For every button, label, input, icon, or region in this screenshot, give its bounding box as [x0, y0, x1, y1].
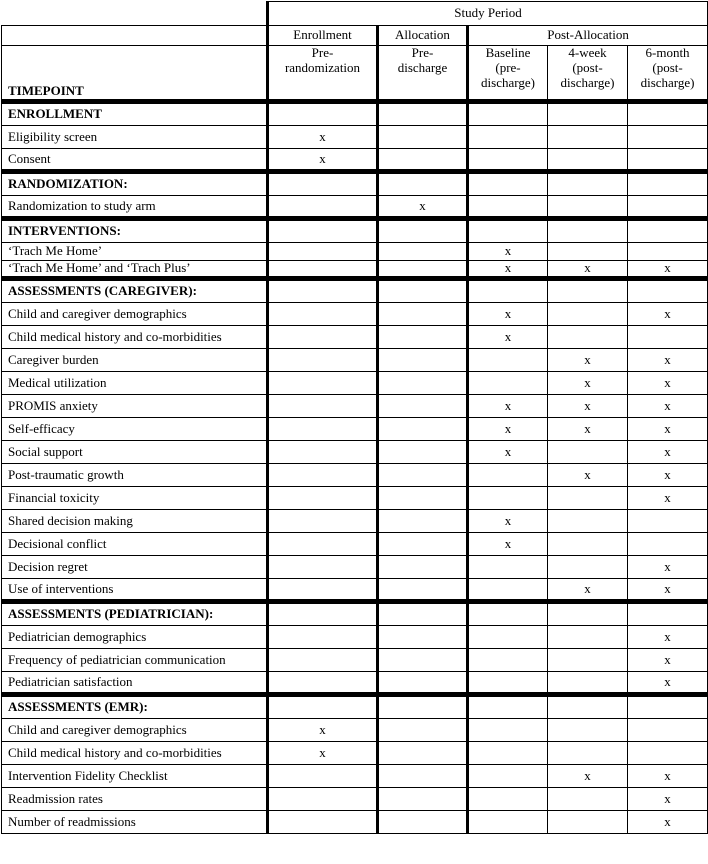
empty-cell	[548, 742, 628, 765]
empty-cell	[628, 279, 708, 303]
activity-label: Medical utilization	[2, 372, 268, 395]
empty-cell	[468, 196, 548, 219]
mark-baseline: x	[468, 261, 548, 279]
empty-cell	[268, 219, 378, 243]
activity-row	[2, 510, 708, 533]
activity-label: Self-efficacy	[2, 418, 268, 441]
empty-cell	[268, 349, 378, 372]
empty-cell	[268, 649, 378, 672]
empty-cell	[268, 695, 378, 719]
empty-cell	[378, 510, 468, 533]
mark-6-month: x	[628, 372, 708, 395]
activity-label: Use of interventions	[2, 579, 268, 602]
mark-6-month: x	[628, 765, 708, 788]
activity-row	[2, 719, 708, 742]
activity-row	[2, 556, 708, 579]
empty-cell	[268, 102, 378, 126]
activity-label: Readmission rates	[2, 788, 268, 811]
mark-6-month: x	[628, 303, 708, 326]
empty-cell	[268, 533, 378, 556]
activity-label: Child medical history and co-morbidities	[2, 326, 268, 349]
empty-cell	[378, 349, 468, 372]
section-row	[2, 102, 708, 126]
empty-cell	[468, 695, 548, 719]
mark-4-week: x	[548, 261, 628, 279]
empty-cell	[468, 602, 548, 626]
mark-6-month: x	[628, 261, 708, 279]
section-title: ASSESSMENTS (EMR):	[2, 695, 268, 719]
mark-6-month: x	[628, 811, 708, 834]
section-title: ASSESSMENTS (PEDIATRICIAN):	[2, 602, 268, 626]
mark-pre-randomization: x	[268, 149, 378, 172]
activity-label: ‘Trach Me Home’	[2, 243, 268, 261]
empty-cell	[468, 626, 548, 649]
empty-cell	[378, 556, 468, 579]
empty-cell	[548, 788, 628, 811]
empty-cell	[378, 742, 468, 765]
empty-cell	[268, 788, 378, 811]
empty-cell	[468, 172, 548, 196]
section-title: RANDOMIZATION:	[2, 172, 268, 196]
empty-cell	[548, 326, 628, 349]
empty-cell	[548, 626, 628, 649]
empty-cell	[628, 196, 708, 219]
activity-row	[2, 626, 708, 649]
empty-cell	[628, 126, 708, 149]
empty-cell	[378, 533, 468, 556]
activity-label: Pediatrician satisfaction	[2, 672, 268, 695]
section-title: ENROLLMENT	[2, 102, 268, 126]
empty-cell	[548, 126, 628, 149]
activity-label: ‘Trach Me Home’ and ‘Trach Plus’	[2, 261, 268, 279]
empty-cell	[468, 672, 548, 695]
empty-cell	[268, 579, 378, 602]
empty-cell	[468, 126, 548, 149]
activity-row	[2, 672, 708, 695]
empty-cell	[268, 395, 378, 418]
empty-cell	[378, 326, 468, 349]
mark-baseline: x	[468, 243, 548, 261]
activity-label: Child medical history and co-morbidities	[2, 742, 268, 765]
empty-cell	[468, 765, 548, 788]
mark-pre-randomization: x	[268, 742, 378, 765]
empty-cell	[628, 533, 708, 556]
activity-row	[2, 788, 708, 811]
mark-6-month: x	[628, 672, 708, 695]
activity-label: PROMIS anxiety	[2, 395, 268, 418]
empty-cell	[378, 219, 468, 243]
activity-row	[2, 487, 708, 510]
empty-cell	[378, 626, 468, 649]
empty-cell	[548, 172, 628, 196]
empty-cell	[548, 102, 628, 126]
activity-row	[2, 441, 708, 464]
timepoint-label: TIMEPOINT	[2, 46, 268, 102]
mark-baseline: x	[468, 533, 548, 556]
empty-cell	[548, 487, 628, 510]
empty-cell	[628, 742, 708, 765]
mark-baseline: x	[468, 441, 548, 464]
phase-enrollment: Enrollment	[268, 26, 378, 46]
empty-cell	[378, 649, 468, 672]
empty-cell	[468, 742, 548, 765]
empty-cell	[548, 719, 628, 742]
activity-row	[2, 464, 708, 487]
activity-row	[2, 149, 708, 172]
header-blank	[2, 2, 268, 26]
header-row-phases	[2, 26, 708, 46]
empty-cell	[468, 719, 548, 742]
empty-cell	[378, 672, 468, 695]
activity-label: Social support	[2, 441, 268, 464]
mark-baseline: x	[468, 418, 548, 441]
col-6-month: 6-month (post- discharge)	[628, 46, 708, 102]
empty-cell	[268, 243, 378, 261]
section-row	[2, 695, 708, 719]
activity-label: Child and caregiver demographics	[2, 303, 268, 326]
empty-cell	[468, 788, 548, 811]
empty-cell	[628, 149, 708, 172]
empty-cell	[468, 487, 548, 510]
mark-4-week: x	[548, 579, 628, 602]
activity-row	[2, 243, 708, 261]
mark-pre-discharge: x	[378, 196, 468, 219]
empty-cell	[548, 533, 628, 556]
mark-4-week: x	[548, 372, 628, 395]
activity-row	[2, 303, 708, 326]
empty-cell	[548, 649, 628, 672]
empty-cell	[378, 372, 468, 395]
empty-cell	[468, 149, 548, 172]
empty-cell	[378, 102, 468, 126]
activity-row	[2, 765, 708, 788]
header-row-study-period	[2, 2, 708, 26]
empty-cell	[548, 149, 628, 172]
mark-6-month: x	[628, 556, 708, 579]
empty-cell	[468, 556, 548, 579]
empty-cell	[378, 261, 468, 279]
activity-label: Child and caregiver demographics	[2, 719, 268, 742]
activity-row	[2, 349, 708, 372]
schedule-table	[1, 1, 708, 834]
empty-cell	[548, 556, 628, 579]
activity-label: Consent	[2, 149, 268, 172]
section-title: INTERVENTIONS:	[2, 219, 268, 243]
phase-post-allocation: Post-Allocation	[468, 26, 708, 46]
empty-cell	[378, 441, 468, 464]
empty-cell	[468, 219, 548, 243]
col-pre-discharge: Pre- discharge	[378, 46, 468, 102]
activity-label: Caregiver burden	[2, 349, 268, 372]
empty-cell	[268, 279, 378, 303]
empty-cell	[468, 579, 548, 602]
activity-label: Financial toxicity	[2, 487, 268, 510]
empty-cell	[268, 626, 378, 649]
mark-6-month: x	[628, 579, 708, 602]
empty-cell	[268, 556, 378, 579]
activity-label: Post-traumatic growth	[2, 464, 268, 487]
empty-cell	[378, 811, 468, 834]
activity-row	[2, 533, 708, 556]
empty-cell	[628, 602, 708, 626]
empty-cell	[628, 695, 708, 719]
empty-cell	[268, 196, 378, 219]
empty-cell	[548, 196, 628, 219]
empty-cell	[378, 464, 468, 487]
activity-label: Number of readmissions	[2, 811, 268, 834]
activity-label: Intervention Fidelity Checklist	[2, 765, 268, 788]
empty-cell	[468, 464, 548, 487]
mark-6-month: x	[628, 395, 708, 418]
mark-6-month: x	[628, 441, 708, 464]
empty-cell	[268, 811, 378, 834]
mark-4-week: x	[548, 765, 628, 788]
activity-row	[2, 326, 708, 349]
empty-cell	[548, 672, 628, 695]
empty-cell	[548, 303, 628, 326]
mark-4-week: x	[548, 395, 628, 418]
col-4-week: 4-week (post- discharge)	[548, 46, 628, 102]
empty-cell	[548, 441, 628, 464]
mark-6-month: x	[628, 487, 708, 510]
activity-row	[2, 649, 708, 672]
empty-cell	[268, 418, 378, 441]
activity-label: Randomization to study arm	[2, 196, 268, 219]
empty-cell	[378, 418, 468, 441]
activity-label: Frequency of pediatrician communication	[2, 649, 268, 672]
empty-cell	[268, 326, 378, 349]
mark-baseline: x	[468, 510, 548, 533]
empty-cell	[378, 579, 468, 602]
activity-row	[2, 811, 708, 834]
empty-cell	[628, 326, 708, 349]
empty-cell	[468, 102, 548, 126]
activity-row	[2, 418, 708, 441]
mark-6-month: x	[628, 349, 708, 372]
activity-label: Decisional conflict	[2, 533, 268, 556]
empty-cell	[378, 303, 468, 326]
activity-label: Decision regret	[2, 556, 268, 579]
empty-cell	[548, 510, 628, 533]
empty-cell	[548, 219, 628, 243]
empty-cell	[548, 695, 628, 719]
empty-cell	[468, 811, 548, 834]
mark-4-week: x	[548, 418, 628, 441]
activity-row	[2, 372, 708, 395]
col-baseline: Baseline (pre- discharge)	[468, 46, 548, 102]
empty-cell	[268, 172, 378, 196]
empty-cell	[378, 279, 468, 303]
empty-cell	[628, 102, 708, 126]
mark-6-month: x	[628, 649, 708, 672]
empty-cell	[468, 349, 548, 372]
activity-label: Pediatrician demographics	[2, 626, 268, 649]
study-period-header: Study Period	[268, 2, 708, 26]
empty-cell	[378, 243, 468, 261]
empty-cell	[268, 464, 378, 487]
empty-cell	[378, 172, 468, 196]
empty-cell	[468, 649, 548, 672]
activity-row	[2, 261, 708, 279]
empty-cell	[378, 602, 468, 626]
mark-6-month: x	[628, 464, 708, 487]
mark-baseline: x	[468, 395, 548, 418]
empty-cell	[548, 279, 628, 303]
activity-row	[2, 742, 708, 765]
col-pre-randomization: Pre- randomization	[268, 46, 378, 102]
mark-6-month: x	[628, 418, 708, 441]
empty-cell	[378, 788, 468, 811]
empty-cell	[628, 510, 708, 533]
activity-row	[2, 395, 708, 418]
empty-cell	[268, 303, 378, 326]
activity-row	[2, 126, 708, 149]
mark-baseline: x	[468, 326, 548, 349]
empty-cell	[268, 672, 378, 695]
section-row	[2, 219, 708, 243]
empty-cell	[268, 372, 378, 395]
empty-cell	[548, 602, 628, 626]
empty-cell	[268, 510, 378, 533]
header-blank	[2, 26, 268, 46]
section-title: ASSESSMENTS (CAREGIVER):	[2, 279, 268, 303]
empty-cell	[268, 441, 378, 464]
activity-row	[2, 196, 708, 219]
empty-cell	[378, 719, 468, 742]
mark-4-week: x	[548, 464, 628, 487]
empty-cell	[268, 765, 378, 788]
empty-cell	[378, 149, 468, 172]
mark-6-month: x	[628, 626, 708, 649]
mark-baseline: x	[468, 303, 548, 326]
activity-label: Shared decision making	[2, 510, 268, 533]
empty-cell	[268, 487, 378, 510]
mark-pre-randomization: x	[268, 719, 378, 742]
phase-allocation: Allocation	[378, 26, 468, 46]
header-row-timepoints	[2, 46, 708, 102]
empty-cell	[268, 602, 378, 626]
empty-cell	[548, 811, 628, 834]
empty-cell	[268, 261, 378, 279]
mark-pre-randomization: x	[268, 126, 378, 149]
section-row	[2, 602, 708, 626]
empty-cell	[628, 719, 708, 742]
section-row	[2, 172, 708, 196]
empty-cell	[468, 372, 548, 395]
empty-cell	[378, 487, 468, 510]
empty-cell	[628, 243, 708, 261]
empty-cell	[378, 695, 468, 719]
empty-cell	[628, 219, 708, 243]
mark-6-month: x	[628, 788, 708, 811]
activity-row	[2, 579, 708, 602]
activity-label: Eligibility screen	[2, 126, 268, 149]
empty-cell	[378, 765, 468, 788]
empty-cell	[378, 395, 468, 418]
empty-cell	[468, 279, 548, 303]
empty-cell	[628, 172, 708, 196]
mark-4-week: x	[548, 349, 628, 372]
section-row	[2, 279, 708, 303]
empty-cell	[548, 243, 628, 261]
empty-cell	[378, 126, 468, 149]
